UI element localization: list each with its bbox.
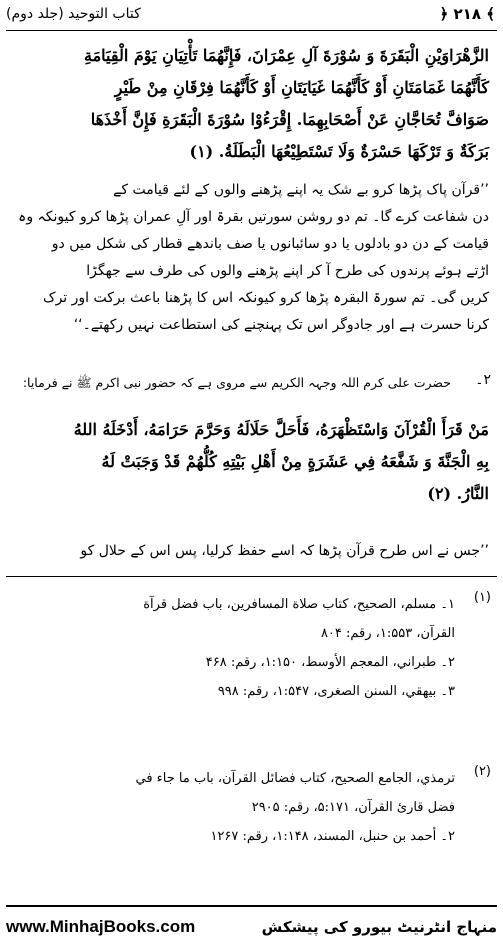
arabic-line: بِهِ الْجَنَّةَ وَ شَفَّعَهُ فِي عَشَرَةٍ مِنْ أَهْلِ بَيْتِهِ كُلُّهُمْ قَدْ وَجَبَتْ لَهُ	[101, 452, 489, 471]
hadith-1-translation	[12, 177, 489, 339]
hadith-2-translation	[12, 538, 489, 565]
footnote-line: فضل قارئ القرآن، ۵:۱۷۱، رقم: ۲۹۰۵	[251, 800, 455, 815]
header-rule	[6, 30, 497, 31]
footnote-line: ۲۔ طبراني، المعجم الأوسط، ۱:۱۵۰، رقم: ۴۶۸	[205, 655, 455, 670]
urdu-line: دن شفاعت کرے گا۔ تم دو روشن سورتیں بقرۃ اور آلِ عمران پڑھا کرو کیونکہ وہ	[18, 209, 489, 225]
hadith-number: ۲۔	[475, 372, 491, 388]
footnote-number: (۲)	[473, 764, 491, 779]
footnote-2	[12, 764, 491, 851]
footnote-line: ترمذي، الجامع الصحيح، كتاب فضائل القرآن، باب ما جاء في	[135, 771, 455, 786]
footnote-line: ۱۔ مسلم، الصحيح، كتاب صلاة المسافرين، باب فضل قرآة	[143, 597, 455, 612]
page-number: ﴾ ۲۱۸ ﴿	[439, 5, 495, 23]
urdu-line: اڑتے ہوئے پرندوں کی طرح آ کر اپنے پڑھنے والوں کی طرف سے جھگڑا	[86, 263, 489, 279]
arabic-line: كَأَنَّهُمَا غَمَامَتَانِ أَوْ كَأَنَّهُمَا غَيَايَتَانِ أَوْ كَأَنَّهُمَا فِرْقَانِ مِنْ طَيْرٍ	[114, 78, 489, 97]
footnote-rule	[6, 576, 497, 577]
footnote-1	[12, 590, 491, 706]
footer-rule	[6, 905, 497, 907]
footnote-line: ۳۔ بيهقي، السنن الصغرى، ۱:۵۴۷، رقم: ۹۹۸	[217, 684, 455, 699]
arabic-line: الزَّهْرَاوَيْنِ الْبَقَرَةَ وَ سُوْرَةَ آلِ عِمْرَانَ، فَإِنَّهُمَا تَأْتِيَانِ يَوْمَ الْقِيَامَةِ	[84, 46, 489, 65]
running-title: کتاب التوحید (جلد دوم)	[6, 6, 141, 22]
footnote-number: (۱)	[473, 590, 491, 605]
publisher-credit: منہاج انٹرنیٹ بیورو کی پیشکش	[261, 918, 497, 936]
hadith-1-arabic	[12, 40, 489, 168]
page-footer	[6, 910, 497, 944]
arabic-line: صَوَافَّ تُحَاجَّانِ عَنْ أَصْحَابِهِمَا. إِقْرَءُوْا سُوْرَةَ الْبَقَرَةِ فَإِنَّ أَخْذَهَا	[90, 110, 489, 129]
footnote-line: ۲۔ أحمد بن حنبل، المسند، ۱:۱۴۸، رقم: ۱۲۶۷	[210, 829, 455, 844]
urdu-line: کریں گی۔ تم سورۃ البقرہ پڑھا کرو کیونکہ اس کا پڑھنا باعث برکت اور ترک	[43, 290, 489, 306]
urdu-line: کرنا حسرت ہے اور جادوگر اس تک پہنچنے کی استطاعت نہیں رکھتے۔‘‘	[73, 317, 489, 333]
footnote-line: القرآن، ۱:۵۵۳، رقم: ۸۰۴	[320, 626, 455, 641]
arabic-line: النَّارُ. (۲)	[427, 484, 489, 503]
page-header	[0, 0, 503, 28]
hadith-2-arabic	[12, 414, 489, 510]
narration-intro: حضرت علی کرم اللہ وجہہ الکریم سے مروی ہے کہ حضور نبی اکرم ﷺ نے فرمایا:	[22, 375, 451, 390]
urdu-line: ’’جس نے اس طرح قرآن پڑھا کہ اسے حفظ کرلیا، پس اس کے حلال کو	[80, 543, 489, 559]
urdu-line: قیامت کے دن دو بادلوں یا دو سائبانوں یا صف باندھے قطار کی شکل میں دو	[51, 236, 489, 252]
arabic-line: مَنْ قَرَأَ الْقُرْآنَ وَاسْتَظْهَرَهُ، فَأَحَلَّ حَلَالَهُ وَحَرَّمَ حَرَامَهُ، أَدْخَلَهُ اللهُ	[73, 420, 489, 439]
arabic-line: بَرَكَةٌ وَ تَرْكَهَا حَسْرَةٌ وَلَا تَسْتَطِيْعُهَا الْبَطَلَةُ. (۱)	[189, 142, 489, 161]
urdu-line: ’’قرآن پاک پڑھا کرو بے شک یہ اپنے پڑھنے والوں کے لئے قیامت کے	[113, 182, 489, 198]
hadith-2-intro	[12, 372, 491, 394]
website-link[interactable]: www.MinhajBooks.com	[6, 917, 196, 936]
